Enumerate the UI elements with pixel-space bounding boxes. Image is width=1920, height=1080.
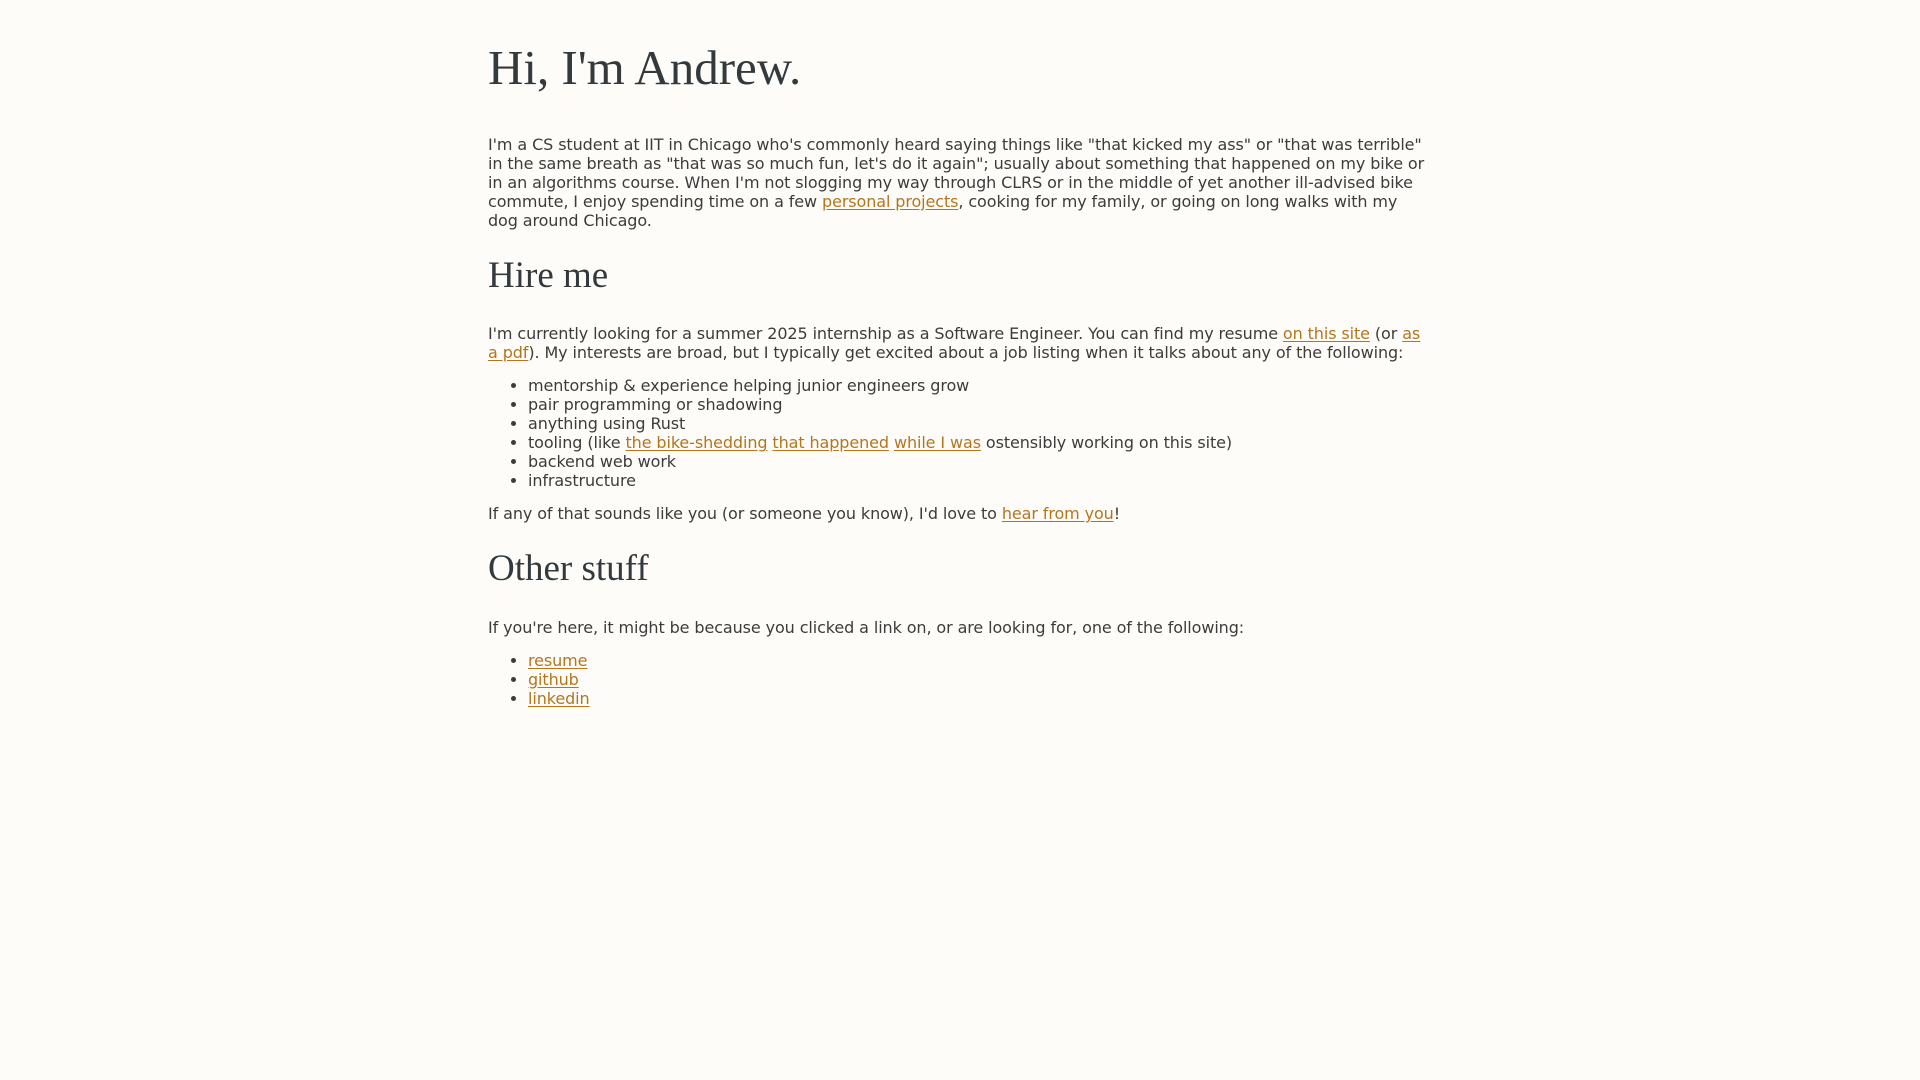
list-item — [528, 651, 1432, 670]
that-happened-link[interactable]: that happened — [772, 433, 889, 453]
hire-me-heading: Hire me — [488, 254, 609, 296]
contact-paragraph — [488, 504, 1432, 523]
personal-projects-link[interactable]: personal projects — [822, 191, 959, 211]
other-stuff-heading: Other stuff — [488, 548, 649, 590]
contact-text: If any of that sounds like you (or someone you know), I'd love to — [488, 504, 1002, 524]
hire-text-1: I'm currently looking for a summer 2025 internship as a Software Engineer. You can find my resume — [488, 324, 1283, 344]
resume-link[interactable]: resume — [528, 650, 588, 670]
hire-me-paragraph — [488, 324, 1432, 362]
list-item — [528, 689, 1432, 708]
list-item: • pair programming or shadowing — [528, 395, 1432, 414]
contact-end: ! — [1113, 504, 1121, 524]
intro-text-start: I'm a CS student at IIT in Chicago who's commonly heard saying things like "that kicked my ass" or "that was terrible" in the same breath as "that was so much fun, let's do it again"; usually about something that happened on my bike or in an algorithms course. When I'm not slogging my way through CLRS or in the middle of yet another ill-advised bike commute, I enjoy spending time on a few — [488, 134, 1425, 211]
resume-pdf-link[interactable]: as a pdf — [488, 324, 1421, 363]
tooling-prefix: tooling (like — [528, 433, 626, 453]
other-links-list — [488, 651, 1432, 708]
list-item — [528, 670, 1432, 689]
while-i-was-link[interactable]: while I was — [893, 433, 981, 453]
hire-text-3: ). My interests are broad, but I typically get excited about a job listing when it talks about any of the following: — [528, 343, 1404, 363]
intro-paragraph — [488, 135, 1432, 230]
list-item: • anything using Rust — [528, 414, 1432, 433]
resume-on-site-link[interactable]: on this site — [1282, 324, 1370, 344]
interests-list — [488, 376, 1432, 490]
page-content — [488, 0, 1432, 722]
list-item: • backend web work — [528, 452, 1432, 471]
hire-text-2: (or — [1369, 324, 1403, 344]
bike-shedding-link[interactable]: the bike-shedding — [625, 433, 768, 453]
tooling-suffix: ostensibly working on this site) — [980, 433, 1233, 453]
hear-from-you-link[interactable]: hear from you — [1001, 504, 1114, 524]
list-item — [528, 433, 1432, 452]
list-item: • infrastructure — [528, 471, 1432, 490]
list-item: • mentorship & experience helping junior engineers grow — [528, 376, 1432, 395]
other-stuff-paragraph: If you're here, it might be because you clicked a link on, or are looking for, one of the following: — [488, 617, 1245, 637]
linkedin-link[interactable]: linkedin — [528, 688, 590, 708]
page-title: Hi, I'm Andrew. — [488, 40, 802, 95]
intro-text-end: , cooking for my family, or going on long walks with my dog around Chicago. — [488, 191, 1398, 230]
github-link[interactable]: github — [528, 669, 579, 689]
